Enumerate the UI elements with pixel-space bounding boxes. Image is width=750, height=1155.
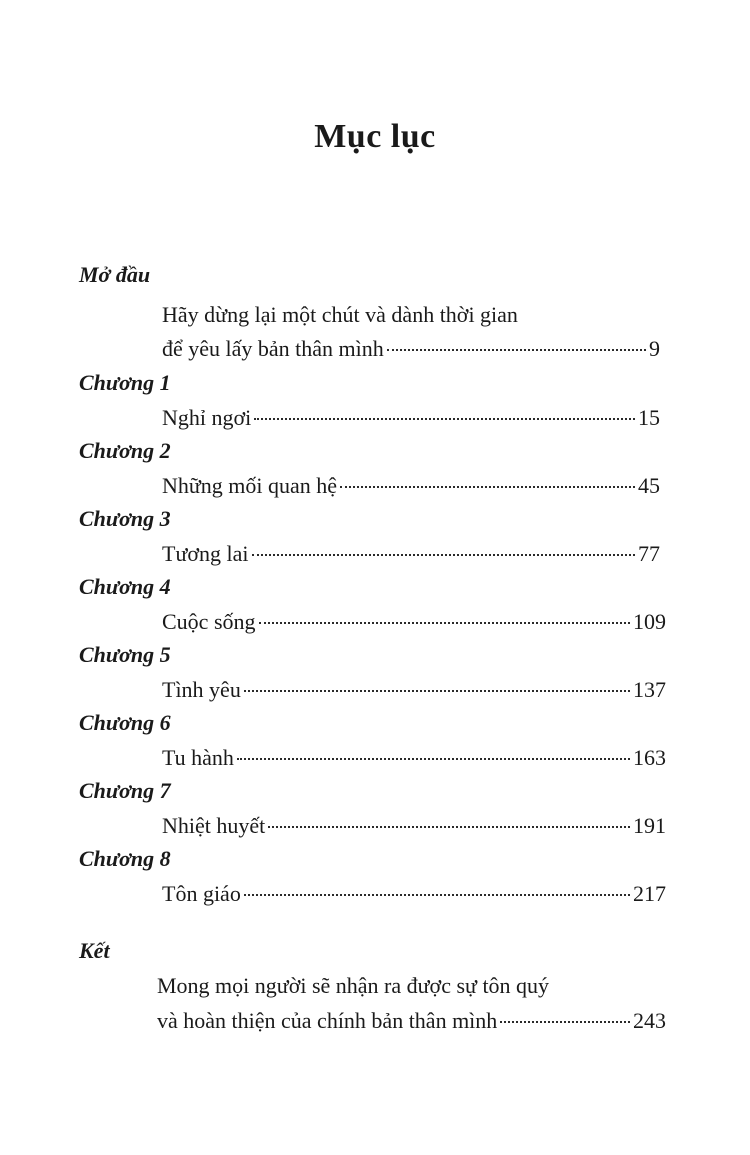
- entry-title: Tương lai: [162, 541, 249, 566]
- entry-page-number: 191: [633, 813, 666, 838]
- toc-entry-chapter-6[interactable]: [162, 745, 666, 771]
- entry-page-number: 243: [633, 1008, 666, 1033]
- dot-leader: [237, 758, 630, 760]
- toc-entry-chapter-1[interactable]: [162, 405, 660, 431]
- entry-title: Nghỉ ngơi: [162, 405, 252, 430]
- chapter-6-heading: Chương 6: [79, 710, 171, 735]
- entry-page-number: 109: [633, 609, 666, 634]
- entry-title: Tình yêu: [162, 677, 241, 702]
- dot-leader: [500, 1021, 630, 1023]
- dot-leader: [340, 486, 635, 488]
- dot-leader: [244, 894, 630, 896]
- dot-leader: [259, 622, 631, 624]
- opening-line-1: Hãy dừng lại một chút và dành thời gian: [162, 302, 518, 327]
- chapter-4-heading: Chương 4: [79, 574, 171, 599]
- chapter-5-heading: Chương 5: [79, 642, 171, 667]
- toc-entry-chapter-4[interactable]: [162, 609, 666, 635]
- entry-page-number: 45: [638, 473, 660, 498]
- toc-entry-chapter-3[interactable]: [162, 541, 660, 567]
- opening-heading: Mở đầu: [79, 262, 151, 287]
- toc-entry-chapter-8[interactable]: [162, 881, 666, 907]
- entry-page-number: 137: [633, 677, 666, 702]
- entry-title: Những mối quan hệ: [162, 473, 338, 498]
- chapter-8-heading: Chương 8: [79, 846, 171, 871]
- entry-page-number: 77: [638, 541, 660, 566]
- entry-page-number: 15: [638, 405, 660, 430]
- chapter-2-heading: Chương 2: [79, 438, 171, 463]
- chapter-1-heading: Chương 1: [79, 370, 171, 395]
- entry-title: Nhiệt huyết: [162, 813, 266, 838]
- page-title: Mục lục: [314, 118, 436, 155]
- dot-leader: [252, 554, 636, 556]
- toc-entry-chapter-5[interactable]: [162, 677, 666, 703]
- dot-leader: [268, 826, 630, 828]
- entry-title: và hoàn thiện của chính bản thân mình: [157, 1008, 498, 1033]
- closing-line-1: Mong mọi người sẽ nhận ra được sự tôn quý: [157, 973, 550, 998]
- entry-page-number: 217: [633, 881, 666, 906]
- toc-entry-closing[interactable]: [157, 1008, 666, 1034]
- dot-leader: [254, 418, 635, 420]
- entry-title: Cuộc sống: [162, 609, 256, 634]
- entry-title: để yêu lấy bản thân mình: [162, 336, 384, 361]
- chapter-7-heading: Chương 7: [79, 778, 171, 803]
- entry-title: Tu hành: [162, 745, 234, 770]
- chapter-3-heading: Chương 3: [79, 506, 171, 531]
- entry-page-number: 9: [649, 336, 660, 361]
- dot-leader: [244, 690, 630, 692]
- dot-leader: [387, 349, 646, 351]
- entry-title: Tôn giáo: [162, 881, 241, 906]
- entry-page-number: 163: [633, 745, 666, 770]
- closing-heading: Kết: [79, 938, 110, 963]
- toc-entry-chapter-2[interactable]: [162, 473, 660, 499]
- toc-entry-chapter-7[interactable]: [162, 813, 666, 839]
- toc-entry-opening[interactable]: [162, 336, 660, 362]
